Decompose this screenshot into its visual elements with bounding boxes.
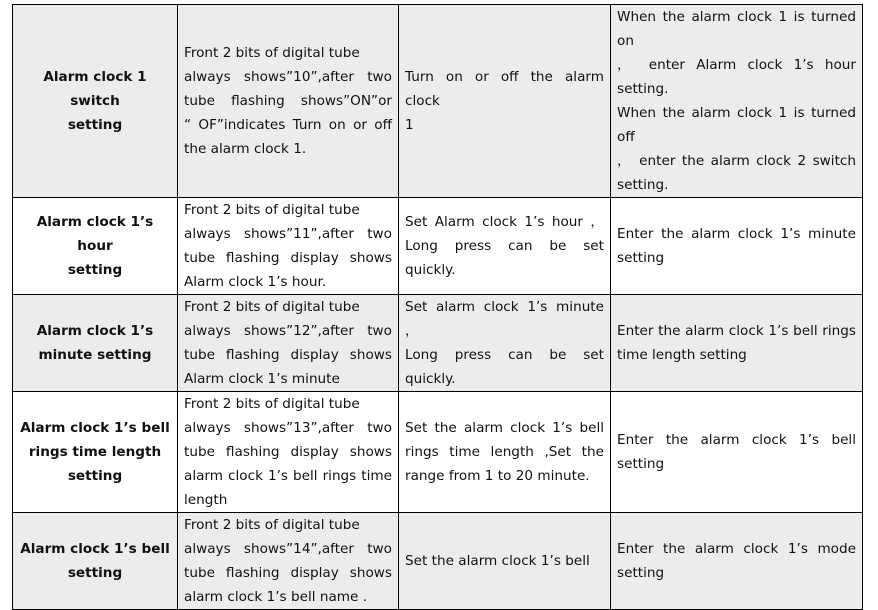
function-line: Long press can be set quickly. [405, 238, 604, 278]
function-cell [399, 513, 611, 610]
next-step-cell [611, 513, 863, 610]
function-cell [399, 295, 611, 392]
next-step-line: Enter the alarm clock 1’s minute [617, 226, 856, 242]
setting-name-line: setting [67, 117, 123, 133]
next-step-cell [611, 295, 863, 392]
function-cell [399, 392, 611, 513]
display-line: alarm clock 1’s bell name . [184, 589, 368, 605]
function-cell [399, 198, 611, 295]
next-step-line: setting. [617, 81, 669, 97]
settings-table [12, 4, 863, 610]
setting-name-line: Alarm clock 1’s [36, 323, 154, 339]
next-step-line: setting [617, 250, 665, 266]
next-step-line: When the alarm clock 1 is turned [617, 105, 856, 121]
function-line: Set alarm clock 1’s minute ， [405, 299, 604, 339]
next-step-line: setting [617, 565, 665, 581]
display-line: tube flashing display shows [184, 444, 392, 460]
next-step-line: Enter the alarm clock 1’s bell setting [617, 432, 856, 472]
display-line: tube flashing display shows [184, 565, 392, 581]
setting-name-line: setting [67, 262, 123, 278]
setting-name-line: rings time length [28, 444, 162, 460]
setting-name-line: setting [67, 565, 123, 581]
setting-name-line: Alarm clock 1 switch [43, 69, 147, 109]
display-line: always shows”10”,after two [184, 69, 392, 85]
function-line: range from 1 to 20 minute. [405, 468, 590, 484]
function-line: rings time length ,Set the [405, 444, 604, 460]
next-step-line: off [617, 129, 635, 145]
table-row [13, 392, 863, 513]
next-step-line: Enter the alarm clock 1’s bell rings [617, 323, 856, 339]
setting-name-cell [13, 513, 178, 610]
display-line: always shows”12”,after two [184, 323, 392, 339]
display-line: tube flashing display shows [184, 347, 392, 363]
display-line: Alarm clock 1’s hour. [184, 274, 327, 290]
display-line: tube flashing shows”ON”or [184, 93, 392, 109]
next-step-cell [611, 392, 863, 513]
display-line: length [184, 492, 228, 508]
display-line: always shows”11”,after two [184, 226, 392, 242]
function-line: Turn on or off the alarm clock [405, 69, 604, 109]
table-row [13, 198, 863, 295]
next-step-line: ， enter Alarm clock 1’s hour [617, 57, 856, 73]
display-line: “ OF”indicates Turn on or off [184, 117, 392, 133]
display-line: Front 2 bits of digital tube [184, 396, 360, 412]
table-row [13, 295, 863, 392]
next-step-line: Enter the alarm clock 1’s mode [617, 541, 856, 557]
function-line: Long press can be set quickly. [405, 347, 604, 387]
display-description-cell [178, 295, 399, 392]
function-cell [399, 5, 611, 198]
setting-name-line: setting [67, 468, 123, 484]
next-step-line: When the alarm clock 1 is turned on [617, 9, 856, 49]
function-line: Set Alarm clock 1’s hour ， [405, 214, 604, 230]
table-row [13, 5, 863, 198]
setting-name-cell [13, 392, 178, 513]
display-line: Alarm clock 1’s minute [184, 371, 340, 387]
table-row [13, 513, 863, 610]
next-step-cell [611, 5, 863, 198]
function-line: 1 [405, 117, 414, 133]
display-line: always shows”14”,after two [184, 541, 392, 557]
next-step-line: setting. [617, 177, 669, 193]
display-line: the alarm clock 1. [184, 141, 307, 157]
function-line: Set the alarm clock 1’s bell [405, 553, 590, 569]
setting-name-line: Alarm clock 1’s bell [20, 541, 170, 557]
display-description-cell [178, 513, 399, 610]
display-line: Front 2 bits of digital tube [184, 202, 360, 218]
display-line: always shows”13”,after two [184, 420, 392, 436]
setting-name-line: minute setting [38, 347, 152, 363]
function-line: Set the alarm clock 1’s bell [405, 420, 604, 436]
setting-name-cell [13, 295, 178, 392]
setting-name-cell [13, 198, 178, 295]
display-line: alarm clock 1’s bell rings time [184, 468, 392, 484]
next-step-line: ， enter the alarm clock 2 switch [617, 153, 856, 169]
display-line: Front 2 bits of digital tube [184, 299, 360, 315]
display-line: Front 2 bits of digital tube [184, 45, 360, 61]
setting-name-cell [13, 5, 178, 198]
display-line: tube flashing display shows [184, 250, 392, 266]
display-description-cell [178, 5, 399, 198]
display-line: Front 2 bits of digital tube [184, 517, 360, 533]
next-step-line: time length setting [617, 347, 747, 363]
display-description-cell [178, 392, 399, 513]
setting-name-line: Alarm clock 1’s bell [20, 420, 170, 436]
display-description-cell [178, 198, 399, 295]
next-step-cell [611, 198, 863, 295]
setting-name-line: Alarm clock 1’s hour [36, 214, 154, 254]
